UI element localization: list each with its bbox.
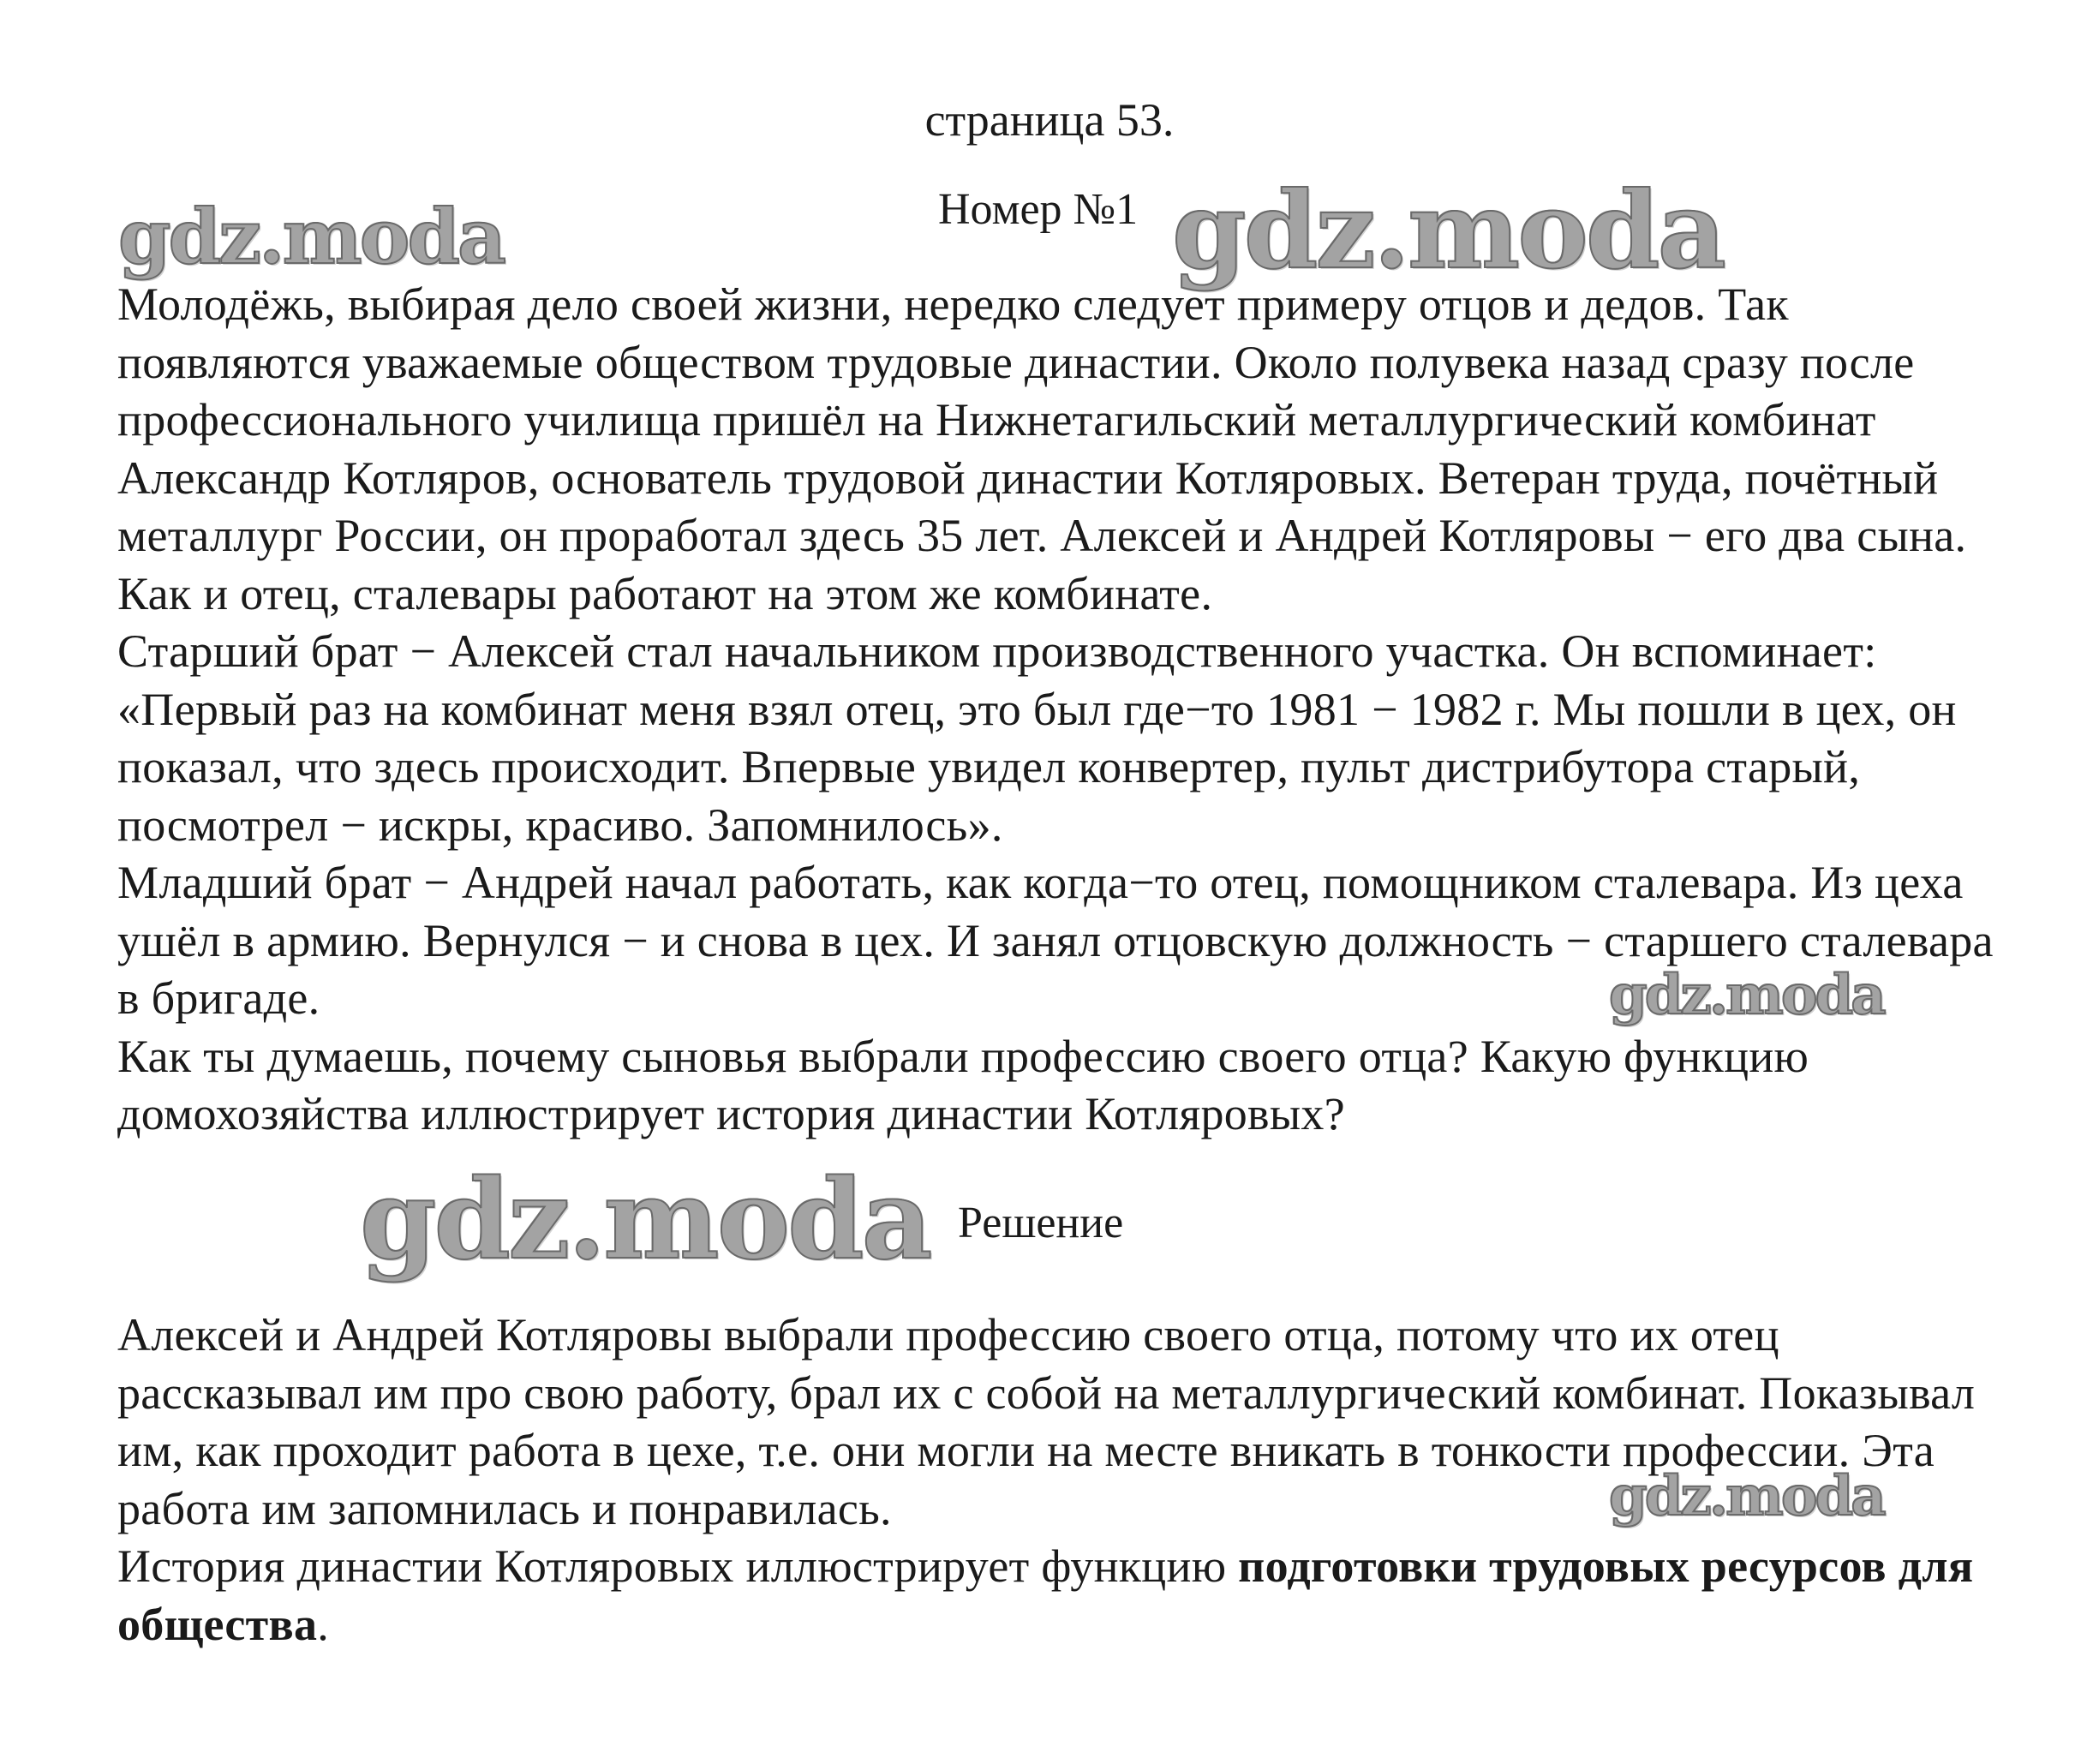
solution-paragraph: Алексей и Андрей Котляровы выбрали профессию своего отца, потому что их отец рассказывал им про свою работу, брал их с собой на металлургический комбинат. Показывал им, как проходит работа в цехе, т.е. они могли на месте вникать в тонкости профессии. Эта работа им запомнилась и понравилась. [117,1309,1976,1534]
solution-conclusion [117,1538,1994,1653]
conclusion-prefix: История династии Котляровых иллюстрирует функцию [117,1540,1239,1592]
watermark-logo: gdz.moda [360,1156,930,1284]
problem-paragraph: Молодёжь, выбирая дело своей жизни, нередко следует примеру отцов и дедов. Так появляются уважаемые обществом трудовые династии. Около полувека назад сразу после профессионального училища пришёл на Нижнетагильский металлургический комбинат Александр Котляров, основатель трудовой династии Котляровых. Ветеран труда, почётный металлург России, он проработал здесь 35 лет. Алексей и Андрей Котляровы − его два сына. Как и отец, сталевары работают на этом же комбинате. [117,278,1967,619]
page-number: страница 53. [924,94,1175,146]
conclusion-bold: подготовки трудовых ресурсов для общества [117,1540,1974,1650]
watermark-logo: gdz.moda [1609,1464,1884,1528]
watermark-logo: gdz.moda [1172,169,1724,293]
watermark-logo: gdz.moda [118,192,505,281]
problem-question: Как ты думаешь, почему сыновья выбрали профессию своего отца? Какую функцию домохозяйства иллюстрирует история династии Котляровых? [117,1030,1809,1139]
problem-paragraph: Старший брат − Алексей стал начальником производственного участка. Он вспоминает: «Первый раз на комбинат меня взял отец, это был где−то 1981 − 1982 г. Мы пошли в цех, он показал, что здесь происходит. Впервые увидел конвертер, пульт дистрибутора старый, посмотрел − искры, красиво. Запомнилось». [117,625,1957,851]
problem-paragraph: Младший брат − Андрей начал работать, как когда−то отец, помощником сталевара. Из цеха ушёл в армию. Вернулся − и снова в цех. И занял отцовскую должность − старшего сталевара в бригаде. [117,857,1994,1024]
task-number: Номер №1 [938,185,1139,234]
solution-heading: Решение [958,1199,1124,1247]
watermark-logo: gdz.moda [1609,963,1884,1027]
conclusion-suffix: . [317,1598,330,1650]
